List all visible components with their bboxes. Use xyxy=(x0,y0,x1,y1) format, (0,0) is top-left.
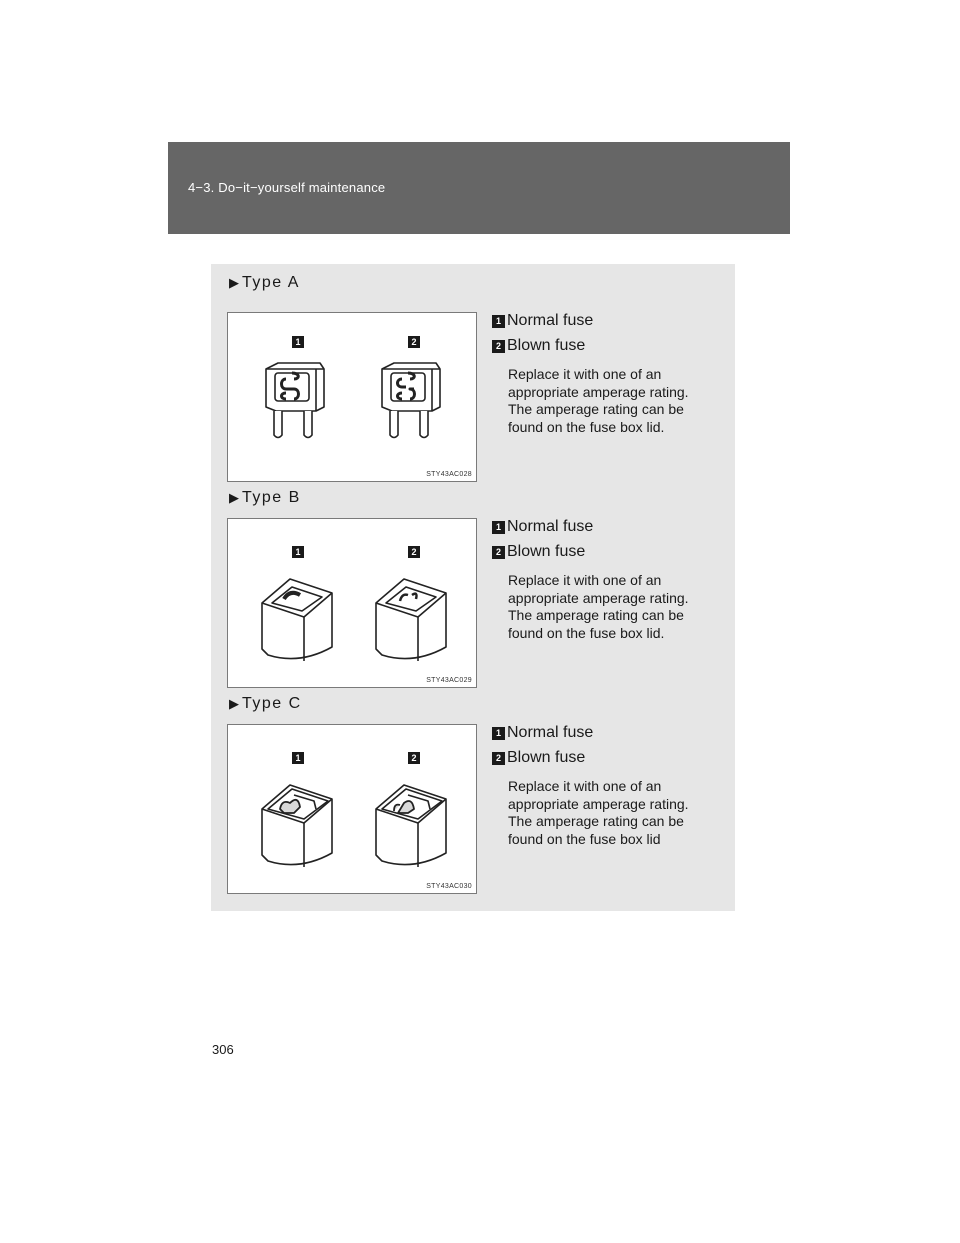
section-title: 4−3. Do−it−yourself maintenance xyxy=(188,180,386,195)
legend-label: Blown fuse xyxy=(507,543,586,560)
section-type-c xyxy=(211,693,735,899)
fuse-illustration-b xyxy=(227,518,477,688)
legend-label: Normal fuse xyxy=(507,518,594,535)
legend-item-normal xyxy=(492,515,732,539)
type-heading xyxy=(229,693,302,715)
figure-badge: 1 xyxy=(292,752,304,764)
number-badge: 1 xyxy=(492,727,505,740)
number-badge: 1 xyxy=(492,521,505,534)
legend-item-blown xyxy=(492,746,732,770)
fuse-types-panel xyxy=(211,264,735,911)
legend-label: Normal fuse xyxy=(507,724,594,741)
number-badge: 2 xyxy=(492,752,505,765)
figure-badge: 2 xyxy=(408,752,420,764)
replacement-note: Replace it with one of an appropriate amperage rating. The amperage rating can be found on the fuse box lid xyxy=(508,778,689,847)
number-badge: 2 xyxy=(492,340,505,353)
type-heading-label: Type C xyxy=(242,695,302,712)
legend-item-blown xyxy=(492,540,732,564)
type-heading-label: Type A xyxy=(242,274,300,291)
legend-item-blown xyxy=(492,334,732,358)
replacement-note: Replace it with one of an appropriate amperage rating. The amperage rating can be found on the fuse box lid. xyxy=(508,366,689,435)
figure-badge: 2 xyxy=(408,546,420,558)
fuse-legend xyxy=(492,515,732,642)
replacement-note: Replace it with one of an appropriate amperage rating. The amperage rating can be found on the fuse box lid. xyxy=(508,572,689,641)
type-heading xyxy=(229,272,300,294)
blade-fuse-drawing xyxy=(228,313,476,481)
figure-badge: 2 xyxy=(408,336,420,348)
fuse-illustration-a xyxy=(227,312,477,482)
pointer-triangle-icon: ▶ xyxy=(229,490,239,505)
type-heading xyxy=(229,487,301,509)
legend-label: Blown fuse xyxy=(507,337,586,354)
legend-item-normal xyxy=(492,309,732,333)
figure-code: STY43AC030 xyxy=(426,883,472,890)
figure-badge: 1 xyxy=(292,546,304,558)
figure-code: STY43AC029 xyxy=(426,677,472,684)
cartridge-fuse-drawing xyxy=(228,519,476,687)
number-badge: 2 xyxy=(492,546,505,559)
section-header-bar xyxy=(168,142,790,234)
section-type-b xyxy=(211,487,735,693)
legend-label: Normal fuse xyxy=(507,312,594,329)
section-type-a xyxy=(211,272,735,478)
fuse-legend xyxy=(492,721,732,848)
number-badge: 1 xyxy=(492,315,505,328)
legend-item-normal xyxy=(492,721,732,745)
fuse-legend xyxy=(492,309,732,436)
fuse-illustration-c xyxy=(227,724,477,894)
cartridge-fuse-drawing xyxy=(228,725,476,893)
page-number: 306 xyxy=(212,1042,234,1057)
pointer-triangle-icon: ▶ xyxy=(229,696,239,711)
type-heading-label: Type B xyxy=(242,489,301,506)
figure-code: STY43AC028 xyxy=(426,471,472,478)
pointer-triangle-icon: ▶ xyxy=(229,275,239,290)
legend-label: Blown fuse xyxy=(507,749,586,766)
figure-badge: 1 xyxy=(292,336,304,348)
